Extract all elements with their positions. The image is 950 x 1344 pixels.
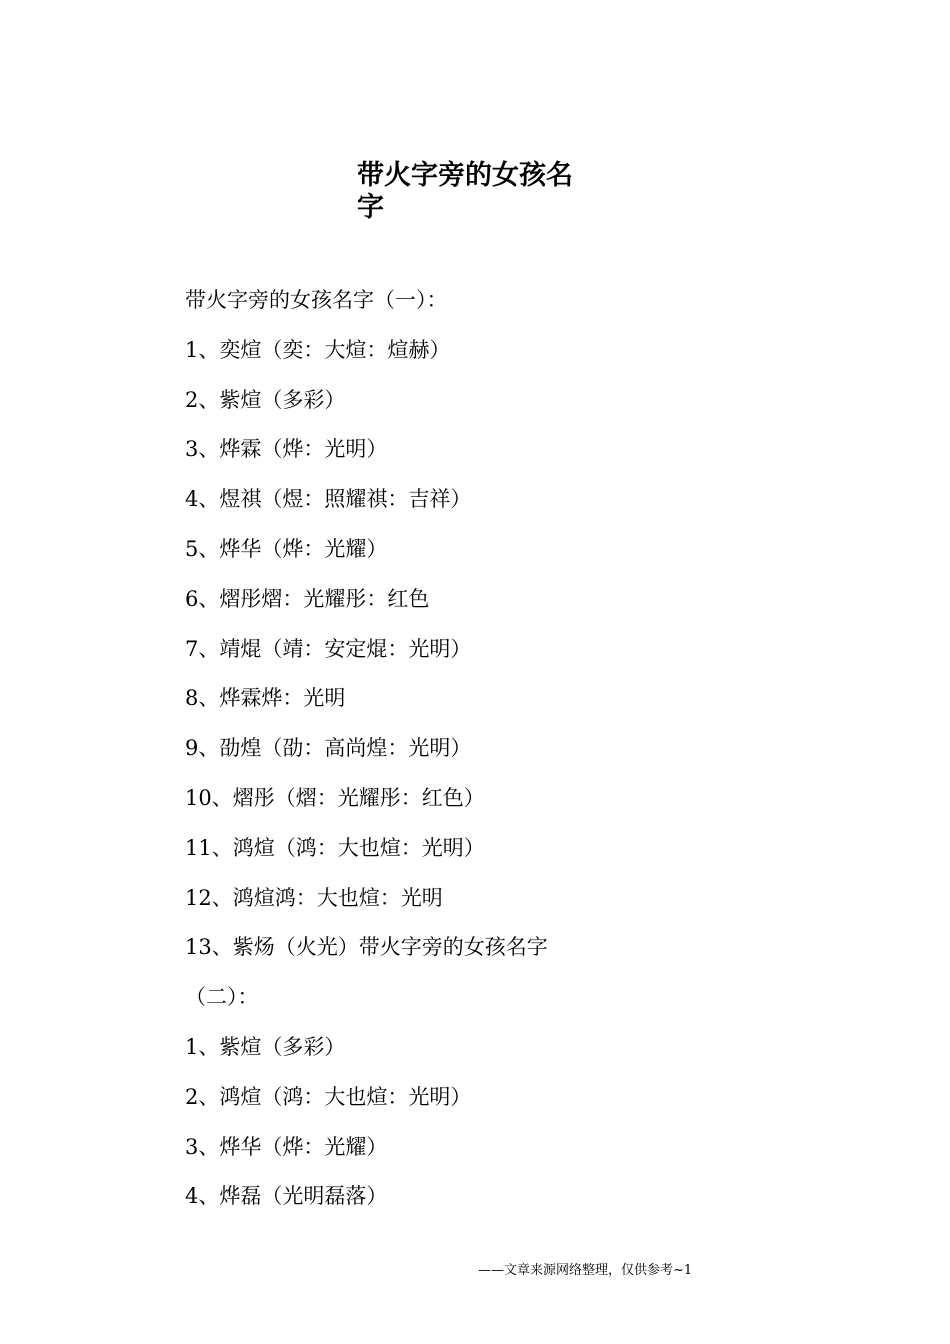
list-line: 3、烨华（烨：光耀）	[185, 1134, 388, 1159]
list-line: 2、鸿煊（鸿：大也煊：光明）	[185, 1084, 472, 1109]
list-line: 7、靖焜（靖：安定焜：光明）	[185, 636, 472, 661]
list-line: 3、烨霖（烨：光明）	[185, 437, 388, 462]
list-line: 4、烨磊（光明磊落）	[185, 1184, 388, 1209]
list-line: 9、劭煌（劭：高尚煌：光明）	[185, 736, 472, 761]
list-line: 1、紫煊（多彩）	[185, 1034, 346, 1059]
list-line: 2、紫煊（多彩）	[185, 387, 346, 412]
list-line: 11、鸿煊（鸿：大也煊：光明）	[185, 835, 485, 860]
list-line: 12、鸿煊鸿：大也煊：光明	[185, 885, 443, 910]
list-line: 5、烨华（烨：光耀）	[185, 536, 388, 561]
list-line: 4、煜祺（煜：照耀祺：吉祥）	[185, 487, 472, 512]
list-line: （二）：	[185, 985, 259, 1010]
list-line: 10、熠彤（熠：光耀彤：红色）	[185, 785, 485, 810]
list-line: 8、烨霖烨：光明	[185, 686, 346, 711]
list-line: 带火字旁的女孩名字（一）：	[185, 288, 448, 312]
name-list	[185, 282, 548, 1228]
document-title: 带火字旁的女孩名字	[357, 160, 573, 223]
list-line: 1、奕煊（奕：大煊：煊赫）	[185, 337, 451, 362]
list-line: 6、熠彤熠：光耀彤：红色	[185, 586, 430, 611]
list-line: 13、紫炀（火光）带火字旁的女孩名字	[185, 935, 548, 960]
page-footer: ——文章来源网络整理，仅供参考~1	[478, 1263, 693, 1278]
